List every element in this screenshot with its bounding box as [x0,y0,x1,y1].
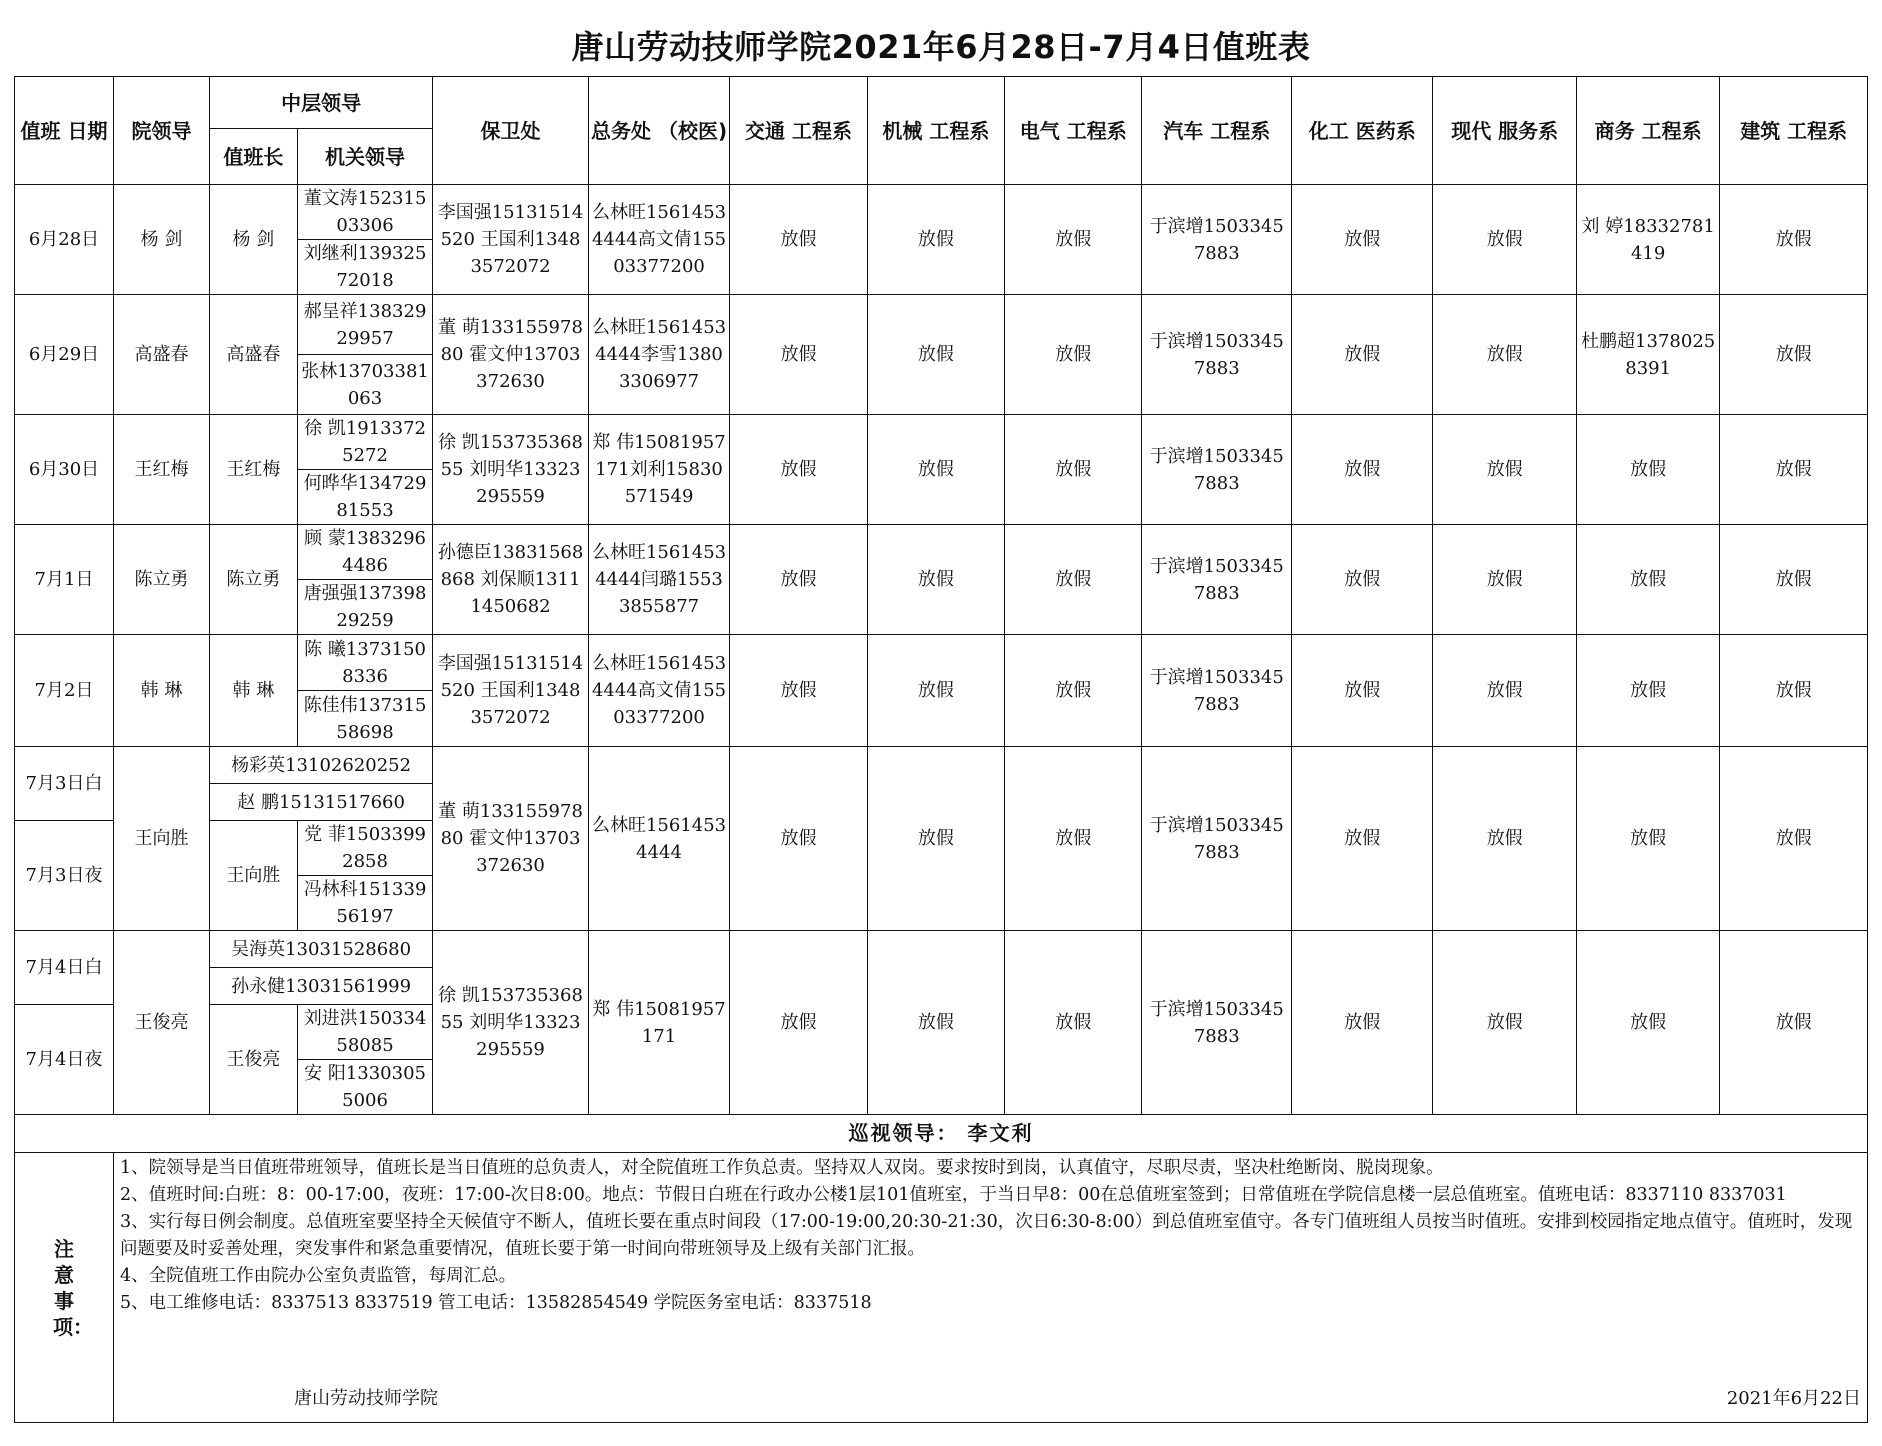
dept-duty-8: 放假 [1720,185,1868,295]
duty-date: 6月29日 [15,295,114,415]
dept-duty-3: 放假 [1005,415,1142,525]
notes-content [114,1153,1868,1423]
general-affairs-duty: 郑 伟15081957171 [588,931,729,1115]
dept-duty-5: 放假 [1292,295,1433,415]
dept-duty-7: 杜鹏超13780258391 [1576,295,1719,415]
dept-duty-8: 放假 [1720,295,1868,415]
table-row [15,931,1868,968]
office-leader: 安 阳13303055006 [297,1060,432,1115]
dept-duty-5: 放假 [1292,635,1433,747]
dept-duty-2: 放假 [867,415,1004,525]
dept-duty-4: 于滨增15033457883 [1142,635,1292,747]
security-duty: 李国强15131514520 王国利13483572072 [433,635,589,747]
patrol-row [15,1115,1868,1153]
header-leader: 院领导 [114,77,210,185]
dept-duty-1: 放假 [730,931,867,1115]
table-row [15,525,1868,580]
header-dept-7: 商务 工程系 [1576,77,1719,185]
header-dept-3: 电气 工程系 [1005,77,1142,185]
duty-chief: 王向胜 [209,821,297,931]
dept-duty-7: 放假 [1576,525,1719,635]
dept-duty-8: 放假 [1720,931,1868,1115]
dept-duty-1: 放假 [730,295,867,415]
duty-chief: 杨 剑 [209,185,297,295]
duty-date: 6月28日 [15,185,114,295]
table-row [15,415,1868,470]
dept-duty-5: 放假 [1292,931,1433,1115]
footer-date: 2021年6月22日 [1726,1388,1861,1409]
office-leader: 何晔华13472981553 [297,470,432,525]
header-dept-5: 化工 医药系 [1292,77,1433,185]
security-duty: 董 萌13315597880 霍文仲13703372630 [433,295,589,415]
note-item: 1、院领导是当日值班带班领导，值班长是当日值班的总负责人，对全院值班工作负总责。坚持双人双岗。要求按时到岗，认真值守，尽职尽责，坚决杜绝断岗、脱岗现象。 [120,1158,1444,1178]
dept-duty-6: 放假 [1433,931,1576,1115]
duty-date-night: 7月4日夜 [15,1005,114,1115]
dept-duty-3: 放假 [1005,931,1142,1115]
dept-duty-4: 于滨增15033457883 [1142,185,1292,295]
note-item: 3、实行每日例会制度。总值班室要坚持全天候值守不断人，值班长要在重点时间段（17:00-19:00,20:30-21:30，次日6:30-8:00）到总值班室值守。各专门值班组人员按当时值班。安排到校园指定地点值守。值班时，发现问题要及时妥善处理，突发事件和紧急重要情况，值班长要于第一时间向带班领导及上级有关部门汇报。 [120,1212,1853,1259]
college-leader: 杨 剑 [114,185,210,295]
dept-duty-6: 放假 [1433,747,1576,931]
header-general: 总务处 （校医) [588,77,729,185]
day-shift-staff: 孙永健13031561999 [209,968,432,1005]
dept-duty-4: 于滨增15033457883 [1142,931,1292,1115]
dept-duty-3: 放假 [1005,295,1142,415]
table-row [15,635,1868,691]
college-leader: 王俊亮 [114,931,210,1115]
duty-chief: 王俊亮 [209,1005,297,1115]
general-affairs-duty: 么林旺15614534444李雪13803306977 [588,295,729,415]
general-affairs-duty: 么林旺15614534444闫璐15533855877 [588,525,729,635]
dept-duty-8: 放假 [1720,415,1868,525]
dept-duty-2: 放假 [867,525,1004,635]
general-affairs-duty: 么林旺15614534444高文倩15503377200 [588,185,729,295]
dept-duty-2: 放假 [867,295,1004,415]
header-dept-1: 交通 工程系 [730,77,867,185]
header-dept-4: 汽车 工程系 [1142,77,1292,185]
dept-duty-1: 放假 [730,415,867,525]
security-duty: 孙德臣13831568868 刘保顺13111450682 [433,525,589,635]
duty-table [14,76,1868,1423]
header-security: 保卫处 [433,77,589,185]
dept-duty-2: 放假 [867,747,1004,931]
duty-date: 7月2日 [15,635,114,747]
office-leader: 张林13703381063 [297,355,432,415]
office-leader: 唐强强13739829259 [297,580,432,635]
dept-duty-1: 放假 [730,525,867,635]
duty-date-day: 7月4日白 [15,931,114,1005]
notes-label-text: 注意事项： [53,1236,93,1339]
note-item: 2、值班时间:白班：8：00-17:00，夜班：17:00-次日8:00。地点：节假日白班在行政办公楼1层101值班室，于当日早8：00在总值班室签到；日常值班在学院信息楼一层总值班室。值班电话：8337110 8337031 [120,1185,1787,1205]
duty-date-day: 7月3日白 [15,747,114,821]
dept-duty-7: 放假 [1576,747,1719,931]
college-leader: 陈立勇 [114,525,210,635]
duty-chief: 高盛春 [209,295,297,415]
dept-duty-2: 放假 [867,931,1004,1115]
office-leader: 徐 凯19133725272 [297,415,432,470]
security-duty: 徐 凯15373536855 刘明华13323295559 [433,415,589,525]
note-item: 4、全院值班工作由院办公室负责监管，每周汇总。 [120,1266,517,1286]
duty-date-night: 7月3日夜 [15,821,114,931]
patrol-leader: 巡视领导： 李文利 [15,1115,1868,1153]
footer-organization: 唐山劳动技师学院 [294,1388,438,1409]
dept-duty-3: 放假 [1005,635,1142,747]
dept-duty-7: 放假 [1576,415,1719,525]
office-leader: 刘继利13932572018 [297,240,432,295]
dept-duty-8: 放假 [1720,635,1868,747]
dept-duty-7: 放假 [1576,931,1719,1115]
college-leader: 王红梅 [114,415,210,525]
day-shift-staff: 杨彩英13102620252 [209,747,432,784]
office-leader: 郝呈祥13832929957 [297,295,432,355]
general-affairs-duty: 么林旺15614534444高文倩15503377200 [588,635,729,747]
duty-date: 7月1日 [15,525,114,635]
dept-duty-7: 刘 婷18332781419 [1576,185,1719,295]
security-duty: 徐 凯15373536855 刘明华13323295559 [433,931,589,1115]
dept-duty-6: 放假 [1433,295,1576,415]
dept-duty-4: 于滨增15033457883 [1142,525,1292,635]
college-leader: 王向胜 [114,747,210,931]
note-item: 5、电工维修电话：8337513 8337519 管工电话：13582854549 学院医务室电话：8337518 [120,1293,872,1313]
dept-duty-5: 放假 [1292,415,1433,525]
office-leader: 陈 曦13731508336 [297,635,432,691]
notes-label [15,1153,114,1423]
duty-chief: 王红梅 [209,415,297,525]
dept-duty-5: 放假 [1292,525,1433,635]
dept-duty-6: 放假 [1433,185,1576,295]
office-leader: 党 菲15033992858 [297,821,432,876]
header-office: 机关领导 [297,129,432,185]
dept-duty-4: 于滨增15033457883 [1142,295,1292,415]
duty-chief: 韩 琳 [209,635,297,747]
office-leader: 顾 蒙13832964486 [297,525,432,580]
duty-date: 6月30日 [15,415,114,525]
dept-duty-6: 放假 [1433,415,1576,525]
dept-duty-6: 放假 [1433,525,1576,635]
table-row [15,747,1868,784]
page-title: 唐山劳动技师学院2021年6月28日-7月4日值班表 [571,28,1311,66]
office-leader: 陈佳伟13731558698 [297,691,432,747]
office-leader: 冯林科15133956197 [297,876,432,931]
general-affairs-duty: 郑 伟15081957171刘利15830571549 [588,415,729,525]
security-duty: 李国强15131514520 王国利13483572072 [433,185,589,295]
dept-duty-8: 放假 [1720,525,1868,635]
dept-duty-6: 放假 [1433,635,1576,747]
security-duty: 董 萌13315597880 霍文仲13703372630 [433,747,589,931]
table-row [15,185,1868,240]
header-dept-8: 建筑 工程系 [1720,77,1868,185]
dept-duty-7: 放假 [1576,635,1719,747]
duty-chief: 陈立勇 [209,525,297,635]
dept-duty-4: 于滨增15033457883 [1142,415,1292,525]
dept-duty-5: 放假 [1292,185,1433,295]
college-leader: 韩 琳 [114,635,210,747]
dept-duty-3: 放假 [1005,747,1142,931]
dept-duty-5: 放假 [1292,747,1433,931]
day-shift-staff: 赵 鹏15131517660 [209,784,432,821]
office-leader: 董文涛15231503306 [297,185,432,240]
header-dept-6: 现代 服务系 [1433,77,1576,185]
dept-duty-1: 放假 [730,635,867,747]
dept-duty-3: 放假 [1005,185,1142,295]
college-leader: 高盛春 [114,295,210,415]
notes-row [15,1153,1868,1423]
dept-duty-1: 放假 [730,747,867,931]
day-shift-staff: 吴海英13031528680 [209,931,432,968]
dept-duty-2: 放假 [867,185,1004,295]
header-chief: 值班长 [209,129,297,185]
dept-duty-4: 于滨增15033457883 [1142,747,1292,931]
dept-duty-8: 放假 [1720,747,1868,931]
header-middle: 中层领导 [209,77,432,129]
dept-duty-2: 放假 [867,635,1004,747]
general-affairs-duty: 么林旺15614534444 [588,747,729,931]
table-row [15,295,1868,355]
office-leader: 刘进洪15033458085 [297,1005,432,1060]
header-date: 值班 日期 [15,77,114,185]
dept-duty-1: 放假 [730,185,867,295]
header-dept-2: 机械 工程系 [867,77,1004,185]
dept-duty-3: 放假 [1005,525,1142,635]
